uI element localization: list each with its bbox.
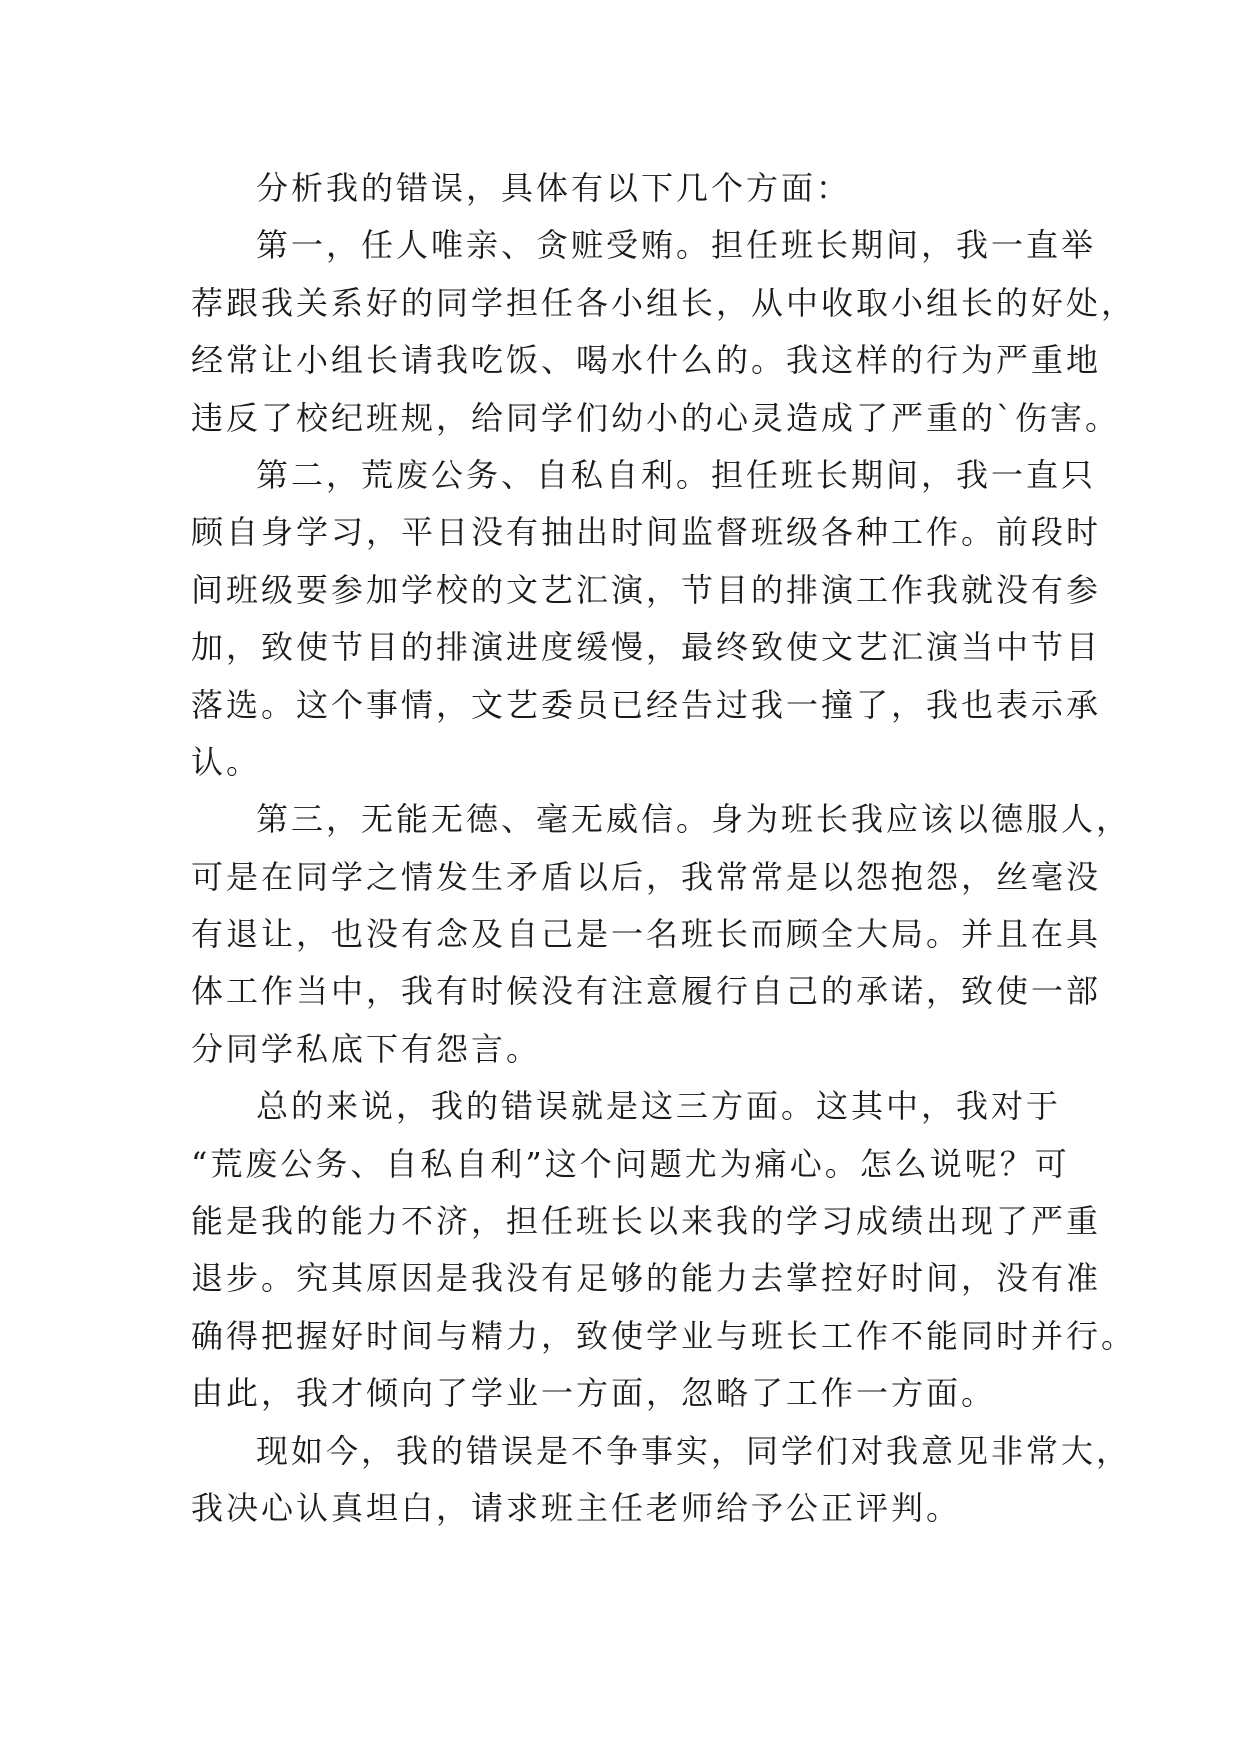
- paragraph-line: 确得把握好时间与精力，致使学业与班长工作不能同时并行。: [191, 1316, 1137, 1355]
- paragraph-line: 违反了校纪班规，给同学们幼小的心灵造成了严重的`伤害。: [191, 398, 1121, 437]
- paragraph-line: 体工作当中，我有时候没有注意履行自己的承诺，致使一部: [191, 972, 1102, 1011]
- paragraph-line: 能是我的能力不济，担任班长以来我的学习成绩出现了严重: [191, 1202, 1102, 1241]
- paragraph-line: 现如今，我的错误是不争事实，同学们对我意见非常大，: [256, 1431, 1132, 1470]
- paragraph-line: 分同学私底下有怨言。: [191, 1029, 542, 1068]
- paragraph-line: 可是在同学之情发生矛盾以后，我常常是以怨抱怨，丝毫没: [191, 857, 1102, 896]
- paragraph-line: 第一，任人唯亲、贪赃受贿。担任班长期间，我一直举: [256, 226, 1097, 265]
- paragraph-line: 第三，无能无德、毫无威信。身为班长我应该以德服人，: [256, 800, 1132, 839]
- paragraph-line: 第二，荒废公务、自私自利。担任班长期间，我一直只: [256, 455, 1097, 494]
- paragraph-line: 荐跟我关系好的同学担任各小组长，从中收取小组长的好处，: [191, 283, 1137, 322]
- paragraph-line: 落选。这个事情，文艺委员已经告过我一撞了，我也表示承: [191, 685, 1102, 724]
- paragraph-line: 我决心认真坦白，请求班主任老师给予公正评判。: [191, 1488, 962, 1527]
- paragraph-line: 退步。究其原因是我没有足够的能力去掌控好时间，没有准: [191, 1259, 1102, 1298]
- paragraph-line: 分析我的错误，具体有以下几个方面：: [256, 169, 852, 207]
- paragraph-line: 由此，我才倾向了学业一方面，忽略了工作一方面。: [191, 1374, 997, 1413]
- document-body: [191, 160, 1137, 1537]
- paragraph-line: 间班级要参加学校的文艺汇演，节目的排演工作我就没有参: [191, 570, 1102, 609]
- paragraph-line: 顾自身学习，平日没有抽出时间监督班级各种工作。前段时: [191, 513, 1102, 552]
- paragraph-line: 有退让，也没有念及自己是一名班长而顾全大局。并且在具: [191, 915, 1102, 954]
- paragraph-line: 加，致使节目的排演进度缓慢，最终致使文艺汇演当中节目: [191, 628, 1102, 667]
- paragraph-line: 经常让小组长请我吃饭、喝水什么的。我这样的行为严重地: [191, 341, 1102, 380]
- paragraph-line: 总的来说，我的错误就是这三方面。这其中，我对于: [256, 1087, 1062, 1126]
- paragraph-line: “荒废公务、自私自利”这个问题尤为痛心。怎么说呢？可: [191, 1144, 1070, 1183]
- paragraph-line: 认。: [191, 742, 262, 781]
